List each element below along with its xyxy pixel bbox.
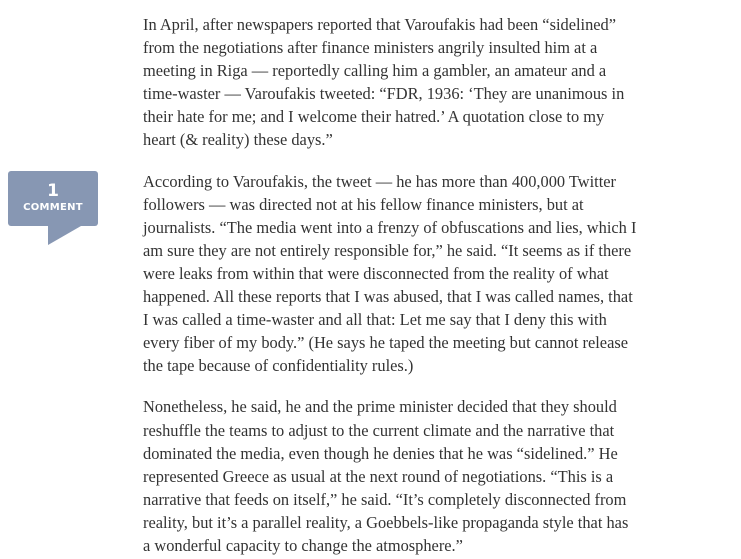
comment-label: COMMENT	[23, 202, 83, 213]
paragraph-line: were leaks from within that were disconnected from the reality of what	[143, 263, 609, 283]
paragraph-line: Nonetheless, he said, he and the prime minister decided that they should	[143, 397, 617, 417]
paragraph-line: the tape because of confidentiality rules.)	[143, 356, 414, 376]
article-paragraph	[143, 395, 733, 557]
paragraph-line: a wonderful capacity to change the atmosphere.”	[143, 535, 463, 555]
paragraph-line: According to Varoufakis, the tweet — he has more than 400,000 Twitter	[143, 171, 617, 191]
paragraph-line: represented Greece as usual at the next round of negotiations. “This is a	[143, 466, 614, 486]
paragraph-line: I was called a time-waster and all that: Let me say that I deny this with	[143, 310, 607, 330]
paragraph-line: their hate for me; and I welcome their hatred.’ A quotation close to my	[143, 107, 605, 127]
paragraph-line: reality, but it’s a parallel reality, a Goebbels-like propaganda style that has	[143, 512, 629, 532]
article-body	[143, 13, 733, 559]
paragraph-line: In April, after newspapers reported that Varoufakis had been “sidelined”	[143, 15, 617, 34]
paragraph-line: time-waster — Varoufakis tweeted: “FDR, 1936: ‘They are unanimous in	[143, 84, 625, 104]
paragraph-line: every fiber of my body.” (He says he taped the meeting but cannot release	[143, 333, 629, 353]
paragraph-line: journalists. “The media went into a frenzy of obfuscations and lies, which I	[143, 217, 637, 237]
paragraph-line: meeting in Riga — reportedly calling him a gambler, an amateur and a	[143, 61, 607, 81]
article-paragraph	[143, 170, 733, 378]
comment-count: 1	[47, 181, 59, 201]
paragraph-line: from the negotiations after finance ministers angrily insulted him at a	[143, 38, 598, 58]
paragraph-line: followers — was directed not at his fellow finance ministers, but at	[143, 194, 584, 214]
article-paragraph	[143, 13, 733, 152]
paragraph-line: heart (& reality) these days.”	[143, 130, 333, 150]
paragraph-line: reshuffle the teams to adjust to the current climate and the narrative that	[143, 420, 615, 440]
comment-count-button[interactable]	[8, 171, 98, 226]
paragraph-line: dominated the media, even though he denies that he was “sidelined.” He	[143, 443, 618, 463]
paragraph-line: am sure they are not entirely responsible for,” he said. “It seems as if there	[143, 240, 632, 260]
paragraph-line: happened. All these reports that I was abused, that I was called names, that	[143, 287, 633, 307]
paragraph-line: narrative that feeds on itself,” he said. “It’s completely disconnected from	[143, 489, 627, 509]
